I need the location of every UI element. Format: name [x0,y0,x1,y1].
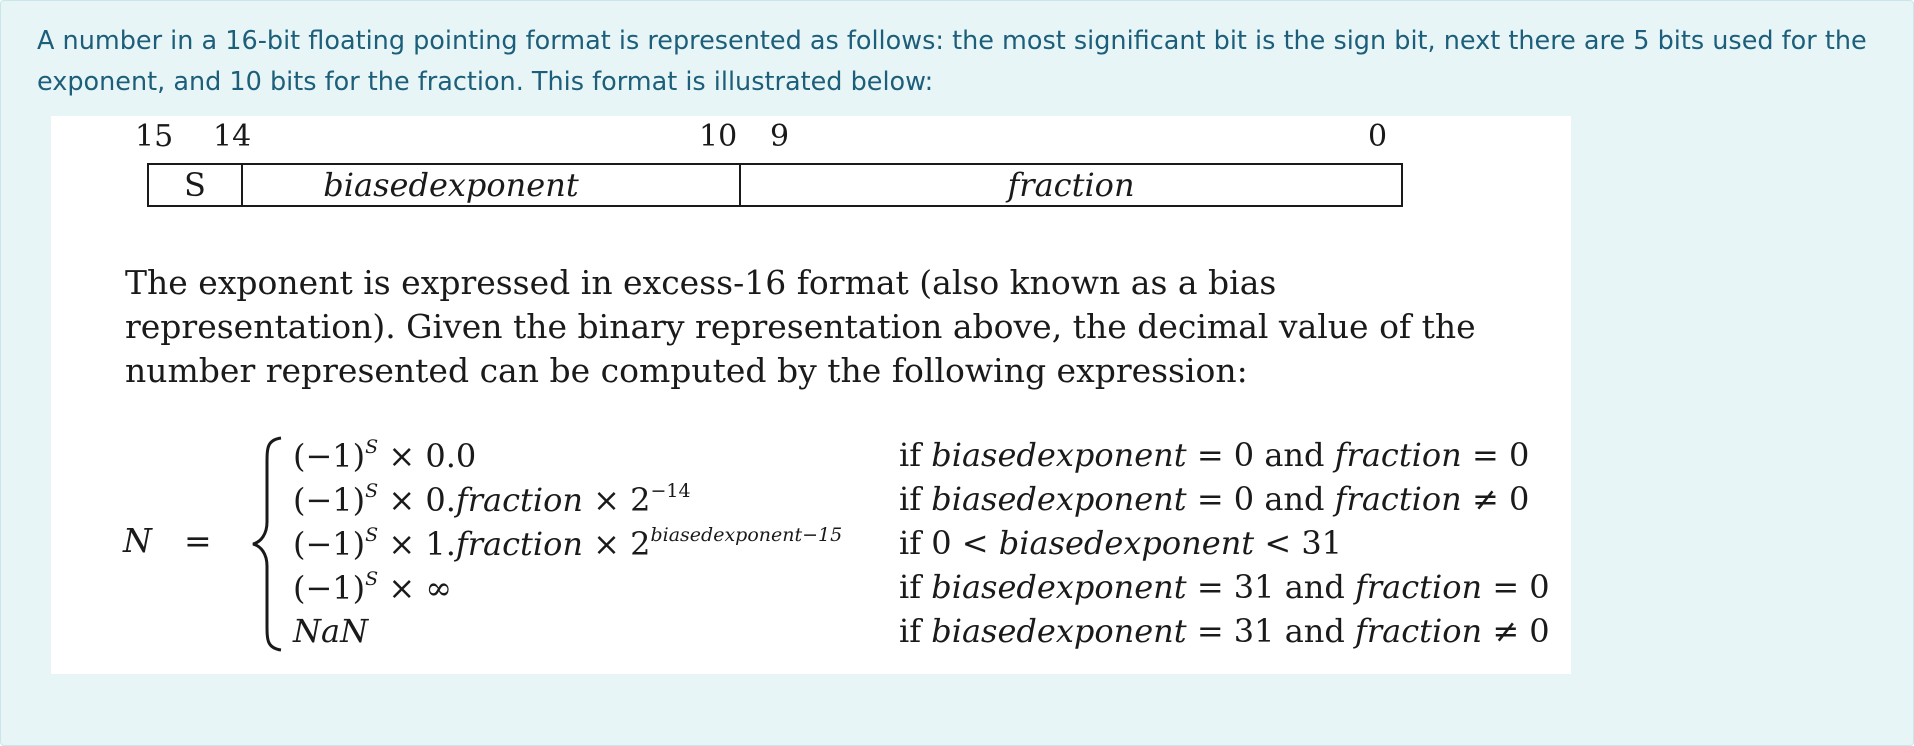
bit-number-10: 10 [699,119,738,154]
case-4-expression: $(-1)^S$ × ∞ [293,568,452,607]
left-brace-icon [247,434,287,654]
bit-number-9: 9 [770,119,790,154]
case-3-condition: if 0 < biasedexponent < 31 [899,524,1343,562]
bit-number-15: 15 [135,119,174,154]
bit-layout-box [147,163,1403,207]
case-4-condition: if biasedexponent = 31 and fraction = 0 [899,568,1550,606]
case-1-condition: if biasedexponent = 0 and fraction = 0 [899,436,1530,474]
fraction-field: fraction [1007,166,1135,204]
bit-number-0: 0 [1368,119,1388,154]
case-1-expression: $(-1)^S \times 0.0$ [293,436,477,475]
intro-text: A number in a 16-bit floating pointing format is represented as follows: the most significant bit is the sign bit, next there are 5 bits used for the exponent, and 10 bits for the fraction. This format is illustrated below: [37,26,1867,97]
sign-field: S [184,166,206,204]
bias-paragraph: The exponent is expressed in excess-16 format (also known as a bias representation). Given the binary representation above, the decimal value of the number represented can be computed by the following expression: [125,263,1476,390]
bit-number-14: 14 [213,119,252,154]
case-2-expression: $(-1)^S$ × 0.fraction × $2^{-14}$ [293,480,691,519]
case-5-condition: if biasedexponent = 31 and fraction ≠ 0 [899,612,1550,650]
case-5-expression: NaN [293,612,369,650]
case-2-condition: if biasedexponent = 0 and fraction ≠ 0 [899,480,1530,518]
case-3-expression: $(-1)^S$ × 1.fraction × $2^{biasedexponent-15}$ [293,524,843,563]
format-figure [51,116,1571,674]
exponent-field: biasedexponent [323,166,579,204]
equation-lhs: N [123,521,152,560]
equals-sign: = [184,521,212,560]
